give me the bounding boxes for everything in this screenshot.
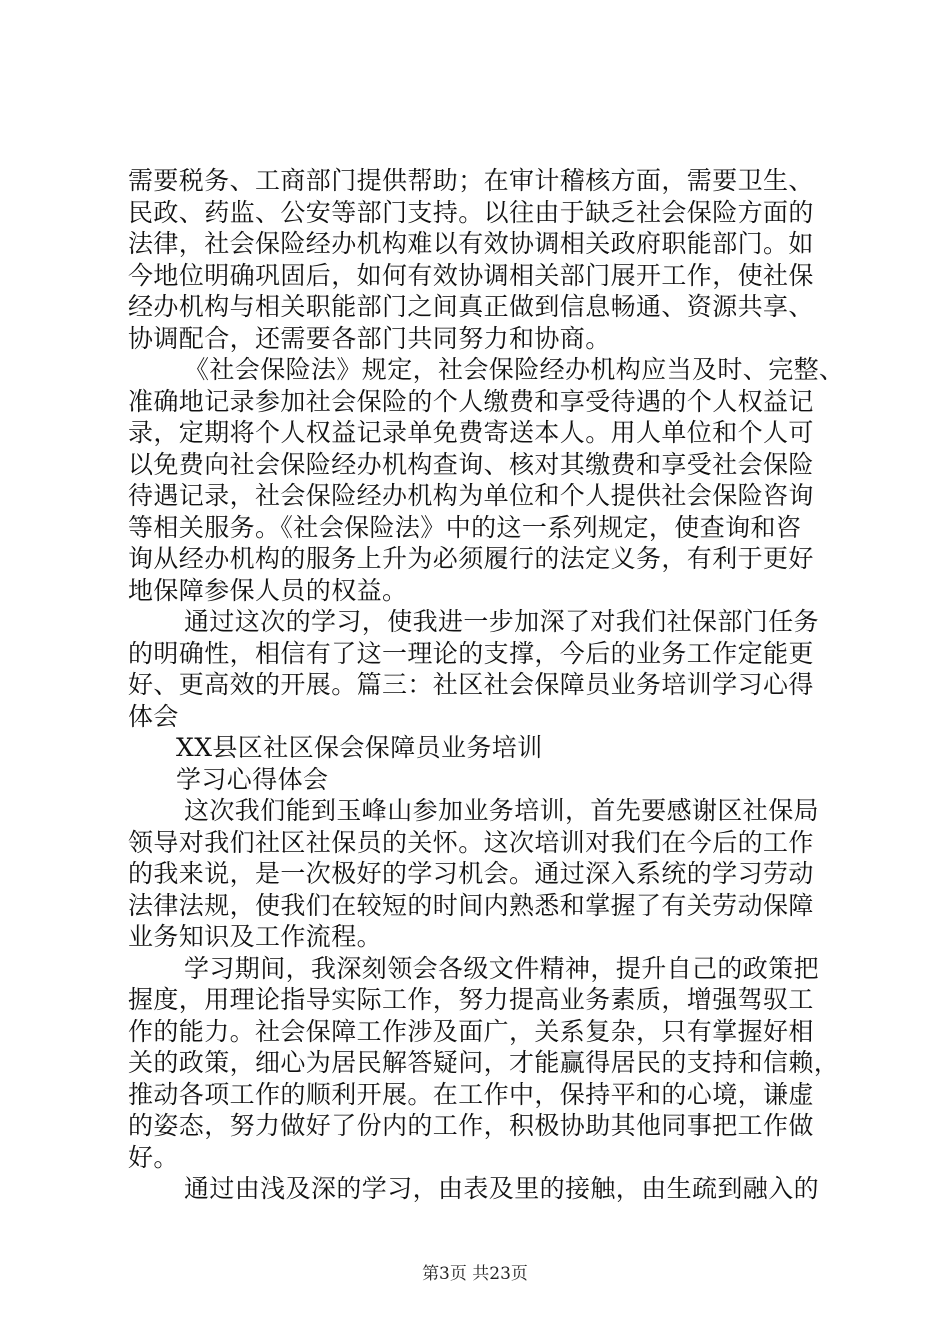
text-line: 法律，社会保险经办机构难以有效协调相关政府职能部门。如 [128, 229, 814, 258]
text-line: 民政、药监、公安等部门支持。以往由于缺乏社会保险方面的 [128, 197, 814, 227]
section-heading-line: XX县区社区保会保障员业务培训 [176, 733, 543, 762]
text-line: 地保障参保人员的权益。 [128, 575, 408, 605]
text-line: 业务知识及工作流程。 [128, 922, 383, 951]
page-number-footer: 第3页 共23页 [422, 1264, 528, 1284]
text-line: 好。 [128, 1142, 179, 1172]
text-line: 经办机构与相关职能部门之间真正做到信息畅通、资源共享、 [128, 292, 814, 321]
text-line: 准确地记录参加社会保险的个人缴费和享受待遇的个人权益记 [128, 386, 814, 416]
text-line: 今地位明确巩固后，如何有效协调相关部门展开工作，使社保 [128, 260, 814, 290]
text-line: 作的能力。社会保障工作涉及面广，关系复杂，只有掌握好相 [128, 1016, 814, 1046]
paragraph-start-line: 《社会保险法》规定，社会保险经办机构应当及时、完整、 [184, 355, 845, 384]
text-line: 法律法规，使我们在较短的时间内熟悉和掌握了有关劳动保障 [128, 890, 814, 920]
text-line: 推动各项工作的顺利开展。在工作中，保持平和的心境，谦虚 [128, 1079, 814, 1109]
section-heading-line: 学习心得体会 [176, 764, 329, 794]
text-line: 以免费向社会保险经办机构查询、核对其缴费和享受社会保险 [128, 449, 814, 479]
text-line: 的明确性，相信有了这一理论的支撑，今后的业务工作定能更 [128, 638, 814, 668]
text-line: 协调配合，还需要各部门共同努力和协商。 [128, 323, 611, 353]
text-line: 体会 [128, 701, 179, 731]
text-line: 的我来说，是一次极好的学习机会。通过深入系统的学习劳动 [128, 859, 814, 888]
text-line: 领导对我们社区社保员的关怀。这次培训对我们在今后的工作 [128, 827, 814, 857]
text-line: 录，定期将个人权益记录单免费寄送本人。用人单位和个人可 [128, 418, 814, 447]
text-line: 好、更高效的开展。篇三：社区社会保障员业务培训学习心得 [128, 670, 814, 699]
text-line: 询从经办机构的服务上升为必须履行的法定义务，有利于更好 [128, 544, 814, 573]
text-line: 握度，用理论指导实际工作，努力提高业务素质，增强驾驭工 [128, 985, 814, 1014]
text-line: 的姿态，努力做好了份内的工作，积极协助其他同事把工作做 [128, 1111, 814, 1140]
text-line: 待遇记录，社会保险经办机构为单位和个人提供社会保险咨询 [128, 481, 814, 510]
text-line: 等相关服务。《社会保险法》中的这一系列规定，使查询和咨 [128, 512, 802, 542]
paragraph-start-line: 这次我们能到玉峰山参加业务培训，首先要感谢区社保局 [184, 796, 820, 825]
paragraph-start-line: 学习期间，我深刻领会各级文件精神，提升自己的政策把 [184, 953, 820, 983]
text-line: 关的政策，细心为居民解答疑问，才能赢得居民的支持和信赖， [128, 1048, 840, 1077]
paragraph-start-line: 通过由浅及深的学习，由表及里的接触，由生疏到融入的 [184, 1174, 820, 1203]
paragraph-start-line: 通过这次的学习，使我进一步加深了对我们社保部门任务 [184, 607, 820, 636]
text-line: 需要税务、工商部门提供帮助；在审计稽核方面，需要卫生、 [128, 166, 814, 195]
